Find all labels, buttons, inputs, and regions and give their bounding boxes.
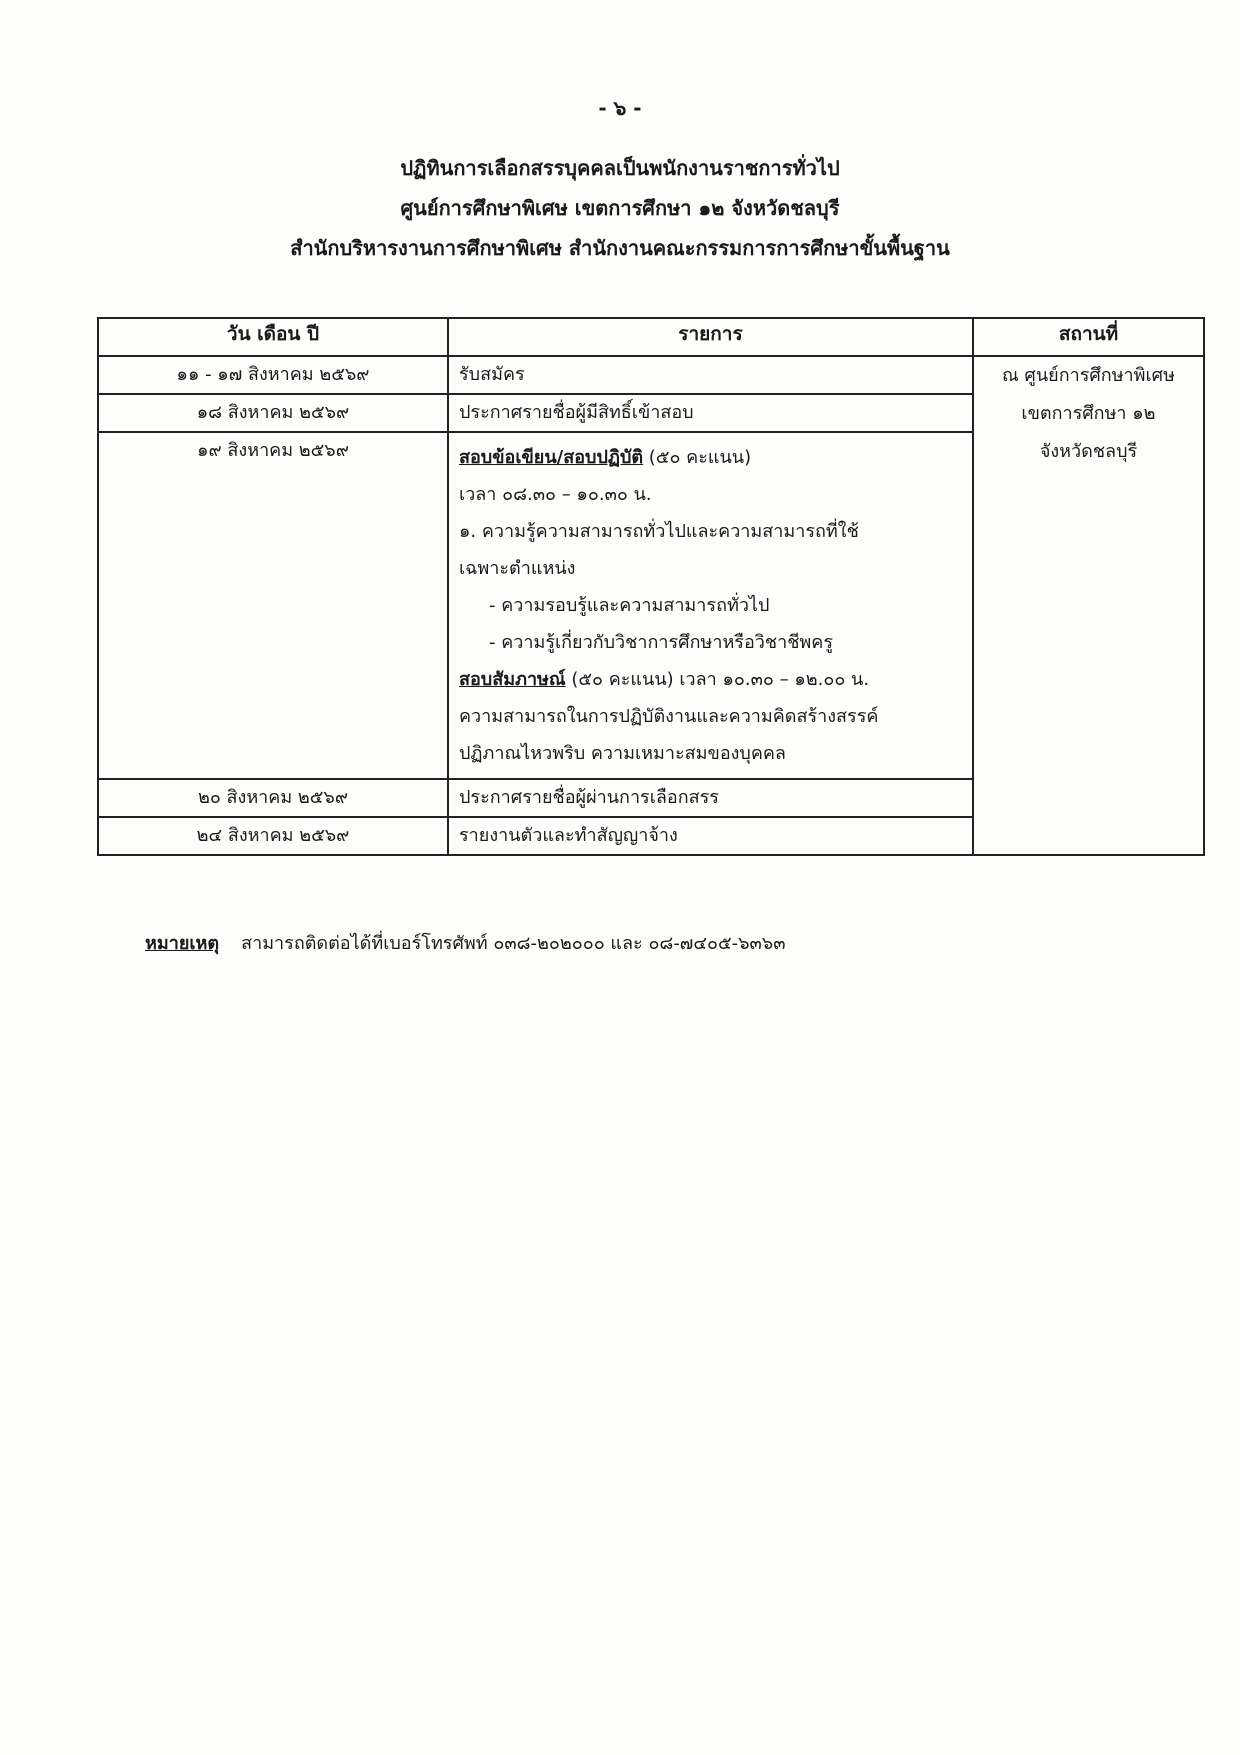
interview-heading: สอบสัมภาษณ์	[459, 669, 566, 690]
interview-detail: (๕๐ คะแนน) เวลา ๑๐.๓๐ – ๑๒.๐๐ น.	[565, 669, 870, 690]
row-item: รายงานตัวและทำสัญญาจ้าง	[448, 817, 973, 855]
row-date: ๑๑ - ๑๗ สิงหาคม ๒๕๖๙	[98, 356, 448, 394]
interview-line-3: ปฏิภาณไหวพริบ ความเหมาะสมของบุคคล	[459, 743, 786, 764]
schedule-table	[97, 317, 1205, 856]
header-item: รายการ	[448, 318, 973, 356]
exam-score: (๕๐ คะแนน)	[643, 447, 752, 468]
place-line-2: เขตการศึกษา ๑๒	[1021, 403, 1156, 424]
interview-line-2: ความสามารถในการปฏิบัติงานและความคิดสร้างสรรค์	[459, 706, 879, 727]
place-line-1: ณ ศูนย์การศึกษาพิเศษ	[1002, 365, 1175, 386]
title-line-1: ปฏิทินการเลือกสรรบุคคลเป็นพนักงานราชการทั่วไป	[400, 156, 840, 180]
row-date: ๑๙ สิงหาคม ๒๕๖๙	[98, 432, 448, 779]
exam-heading: สอบข้อเขียน/สอบปฏิบัติ	[459, 447, 644, 468]
note	[145, 928, 786, 957]
table-header-row	[98, 318, 1204, 356]
row-date: ๑๘ สิงหาคม ๒๕๖๙	[98, 394, 448, 432]
exam-time: เวลา ๐๘.๓๐ – ๑๐.๓๐ น.	[459, 484, 652, 505]
row-date: ๒๔ สิงหาคม ๒๕๖๙	[98, 817, 448, 855]
row-item: ประกาศรายชื่อผู้ผ่านการเลือกสรร	[448, 779, 973, 817]
place-cell	[973, 356, 1204, 855]
exam-heading-line	[459, 439, 962, 476]
exam-point-1: ๑. ความรู้ความสามารถทั่วไปและความสามารถที่ใช้	[459, 521, 859, 542]
row-item: รับสมัคร	[448, 356, 973, 394]
document-title	[0, 148, 1240, 268]
exam-sub-2: - ความรู้เกี่ยวกับวิชาการศึกษาหรือวิชาชีพครู	[489, 632, 834, 653]
place-line-3: จังหวัดชลบุรี	[1039, 441, 1138, 462]
exam-sub-1: - ความรอบรู้และความสามารถทั่วไป	[489, 595, 770, 616]
note-text: สามารถติดต่อได้ที่เบอร์โทรศัพท์ ๐๓๘-๒๐๒๐๐๐ และ ๐๘-๗๔๐๕-๖๓๖๓	[241, 933, 786, 954]
exam-details	[448, 432, 973, 779]
header-date: วัน เดือน ปี	[98, 318, 448, 356]
row-item: ประกาศรายชื่อผู้มีสิทธิ์เข้าสอบ	[448, 394, 973, 432]
header-place: สถานที่	[973, 318, 1204, 356]
title-line-2: ศูนย์การศึกษาพิเศษ เขตการศึกษา ๑๒ จังหวัดชลบุรี	[400, 196, 840, 220]
table-row	[98, 356, 1204, 394]
note-label: หมายเหตุ	[145, 933, 220, 954]
exam-point-1-cont: เฉพาะตำแหน่ง	[459, 558, 576, 579]
row-date: ๒๐ สิงหาคม ๒๕๖๙	[98, 779, 448, 817]
interview-heading-line	[459, 661, 962, 698]
page-number: - ๖ -	[598, 96, 642, 120]
title-line-3: สำนักบริหารงานการศึกษาพิเศษ สำนักงานคณะกรรมการการศึกษาขั้นพื้นฐาน	[290, 236, 950, 260]
